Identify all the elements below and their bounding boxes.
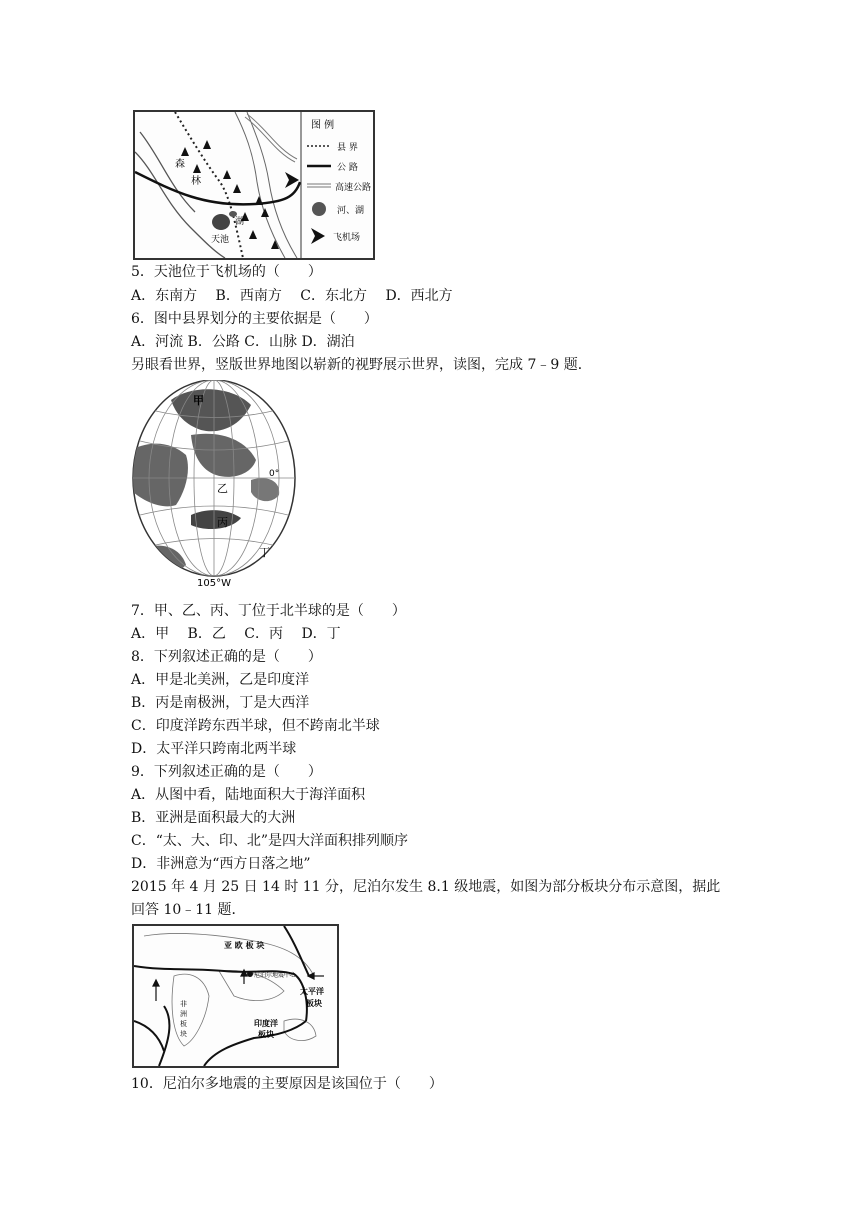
question-7-options: A．甲 B．乙 C．丙 D．丁 [131, 626, 341, 642]
legend-airport: 飞机场 [333, 233, 361, 243]
label-eurasia-plate: 亚 欧 板 块 [224, 941, 265, 950]
question-8-option-a: A．甲是北美洲，乙是印度洋 [131, 672, 310, 688]
label-pacific-plate-2: 板块 [306, 999, 322, 1008]
label-africa-2: 洲 [180, 1010, 187, 1018]
question-9-option-b: B．亚洲是面积最大的大洲 [131, 810, 296, 826]
county-border [175, 112, 243, 258]
plate-map-figure [132, 924, 339, 1068]
nepal-epicenter [247, 971, 253, 977]
vertical-world-map [131, 380, 297, 590]
map-label-yi: 乙 [217, 482, 228, 495]
expressway-line [247, 114, 297, 159]
question-5-options: A．东南方 B．西南方 C．东北方 D．西北方 [131, 288, 453, 304]
forest-label-2: 林 [191, 176, 201, 187]
legend-lake-symbol [312, 202, 326, 216]
map-label-bing: 丙 [217, 516, 228, 529]
label-africa-1: 非 [180, 1000, 187, 1008]
question-9-option-c: C．“太、大、印、北”是四大洋面积排列顺序 [131, 833, 409, 849]
question-9-stem: 9．下列叙述正确的是（ ） [131, 764, 322, 780]
legend-county: 县 界 [337, 143, 358, 153]
intro-questions-10-11-line-1: 2015 年 4 月 25 日 14 时 11 分，尼泊尔发生 8.1 级地震，如图为部分板块分布示意图，据此 [131, 879, 721, 895]
county-map-figure [133, 110, 375, 260]
label-indian-plate-2: 板块 [258, 1030, 274, 1039]
airport-icon [285, 172, 299, 188]
county-map [135, 112, 373, 258]
question-9-option-d: D．非洲意为“西方日落之地” [131, 856, 311, 872]
legend-road: 公 路 [337, 163, 358, 173]
legend-airport-icon [311, 228, 325, 244]
question-5-stem: 5．天池位于飞机场的（ ） [131, 264, 322, 280]
lake-label: 湖 [235, 217, 245, 227]
intro-questions-7-9: 另眼看世界，竖版世界地图以崭新的视野展示世界，读图，完成 7﹣9 题． [131, 357, 592, 373]
question-8-option-c: C．印度洋跨东西半球，但不跨南北半球 [131, 718, 380, 734]
plate-map [134, 926, 337, 1066]
map-label-longitude: 105°W [197, 578, 231, 589]
map-label-equator: 0° [269, 469, 280, 479]
question-9-option-a: A．从图中看，陆地面积大于海洋面积 [131, 787, 366, 803]
question-10-stem: 10．尼泊尔多地震的主要原因是该国位于（ ） [131, 1076, 443, 1092]
intro-questions-10-11-line-2: 回答 10﹣11 题． [131, 902, 246, 918]
label-nepal-epicenter: 尼泊尔地震中心 [254, 972, 297, 979]
label-africa-3: 板 [180, 1020, 187, 1028]
plate-boundary [134, 926, 309, 1066]
legend-title: 图 例 [311, 120, 335, 131]
road-line [135, 172, 300, 204]
question-6-stem: 6．图中县界划分的主要依据是（ ） [131, 311, 378, 327]
expressway-line [245, 117, 295, 162]
map-label-ding: 丁 [259, 546, 270, 559]
river-line [235, 112, 285, 258]
question-8-option-b: B．丙是南极洲，丁是大西洋 [131, 695, 310, 711]
legend-lake: 河、湖 [337, 206, 365, 216]
river-line [140, 132, 195, 212]
legend-expressway: 高速公路 [335, 183, 372, 193]
question-8-stem: 8．下列叙述正确的是（ ） [131, 649, 322, 665]
question-8-option-d: D．太平洋只跨南北两半球 [131, 741, 297, 757]
question-6-options: A．河流 B．公路 C．山脉 D．湖泊 [131, 334, 355, 350]
vertical-world-map-figure [131, 380, 297, 590]
label-africa-4: 块 [180, 1030, 187, 1038]
tianchi-lake [212, 214, 230, 230]
forest-label-1: 森 [175, 159, 185, 170]
label-indian-plate-1: 印度洋 [254, 1019, 278, 1028]
label-pacific-plate-1: 太平洋 [300, 987, 324, 996]
map-label-jia: 甲 [193, 394, 204, 407]
question-7-stem: 7．甲、乙、丙、丁位于北半球的是（ ） [131, 603, 406, 619]
tianchi-label: 天池 [211, 235, 230, 245]
